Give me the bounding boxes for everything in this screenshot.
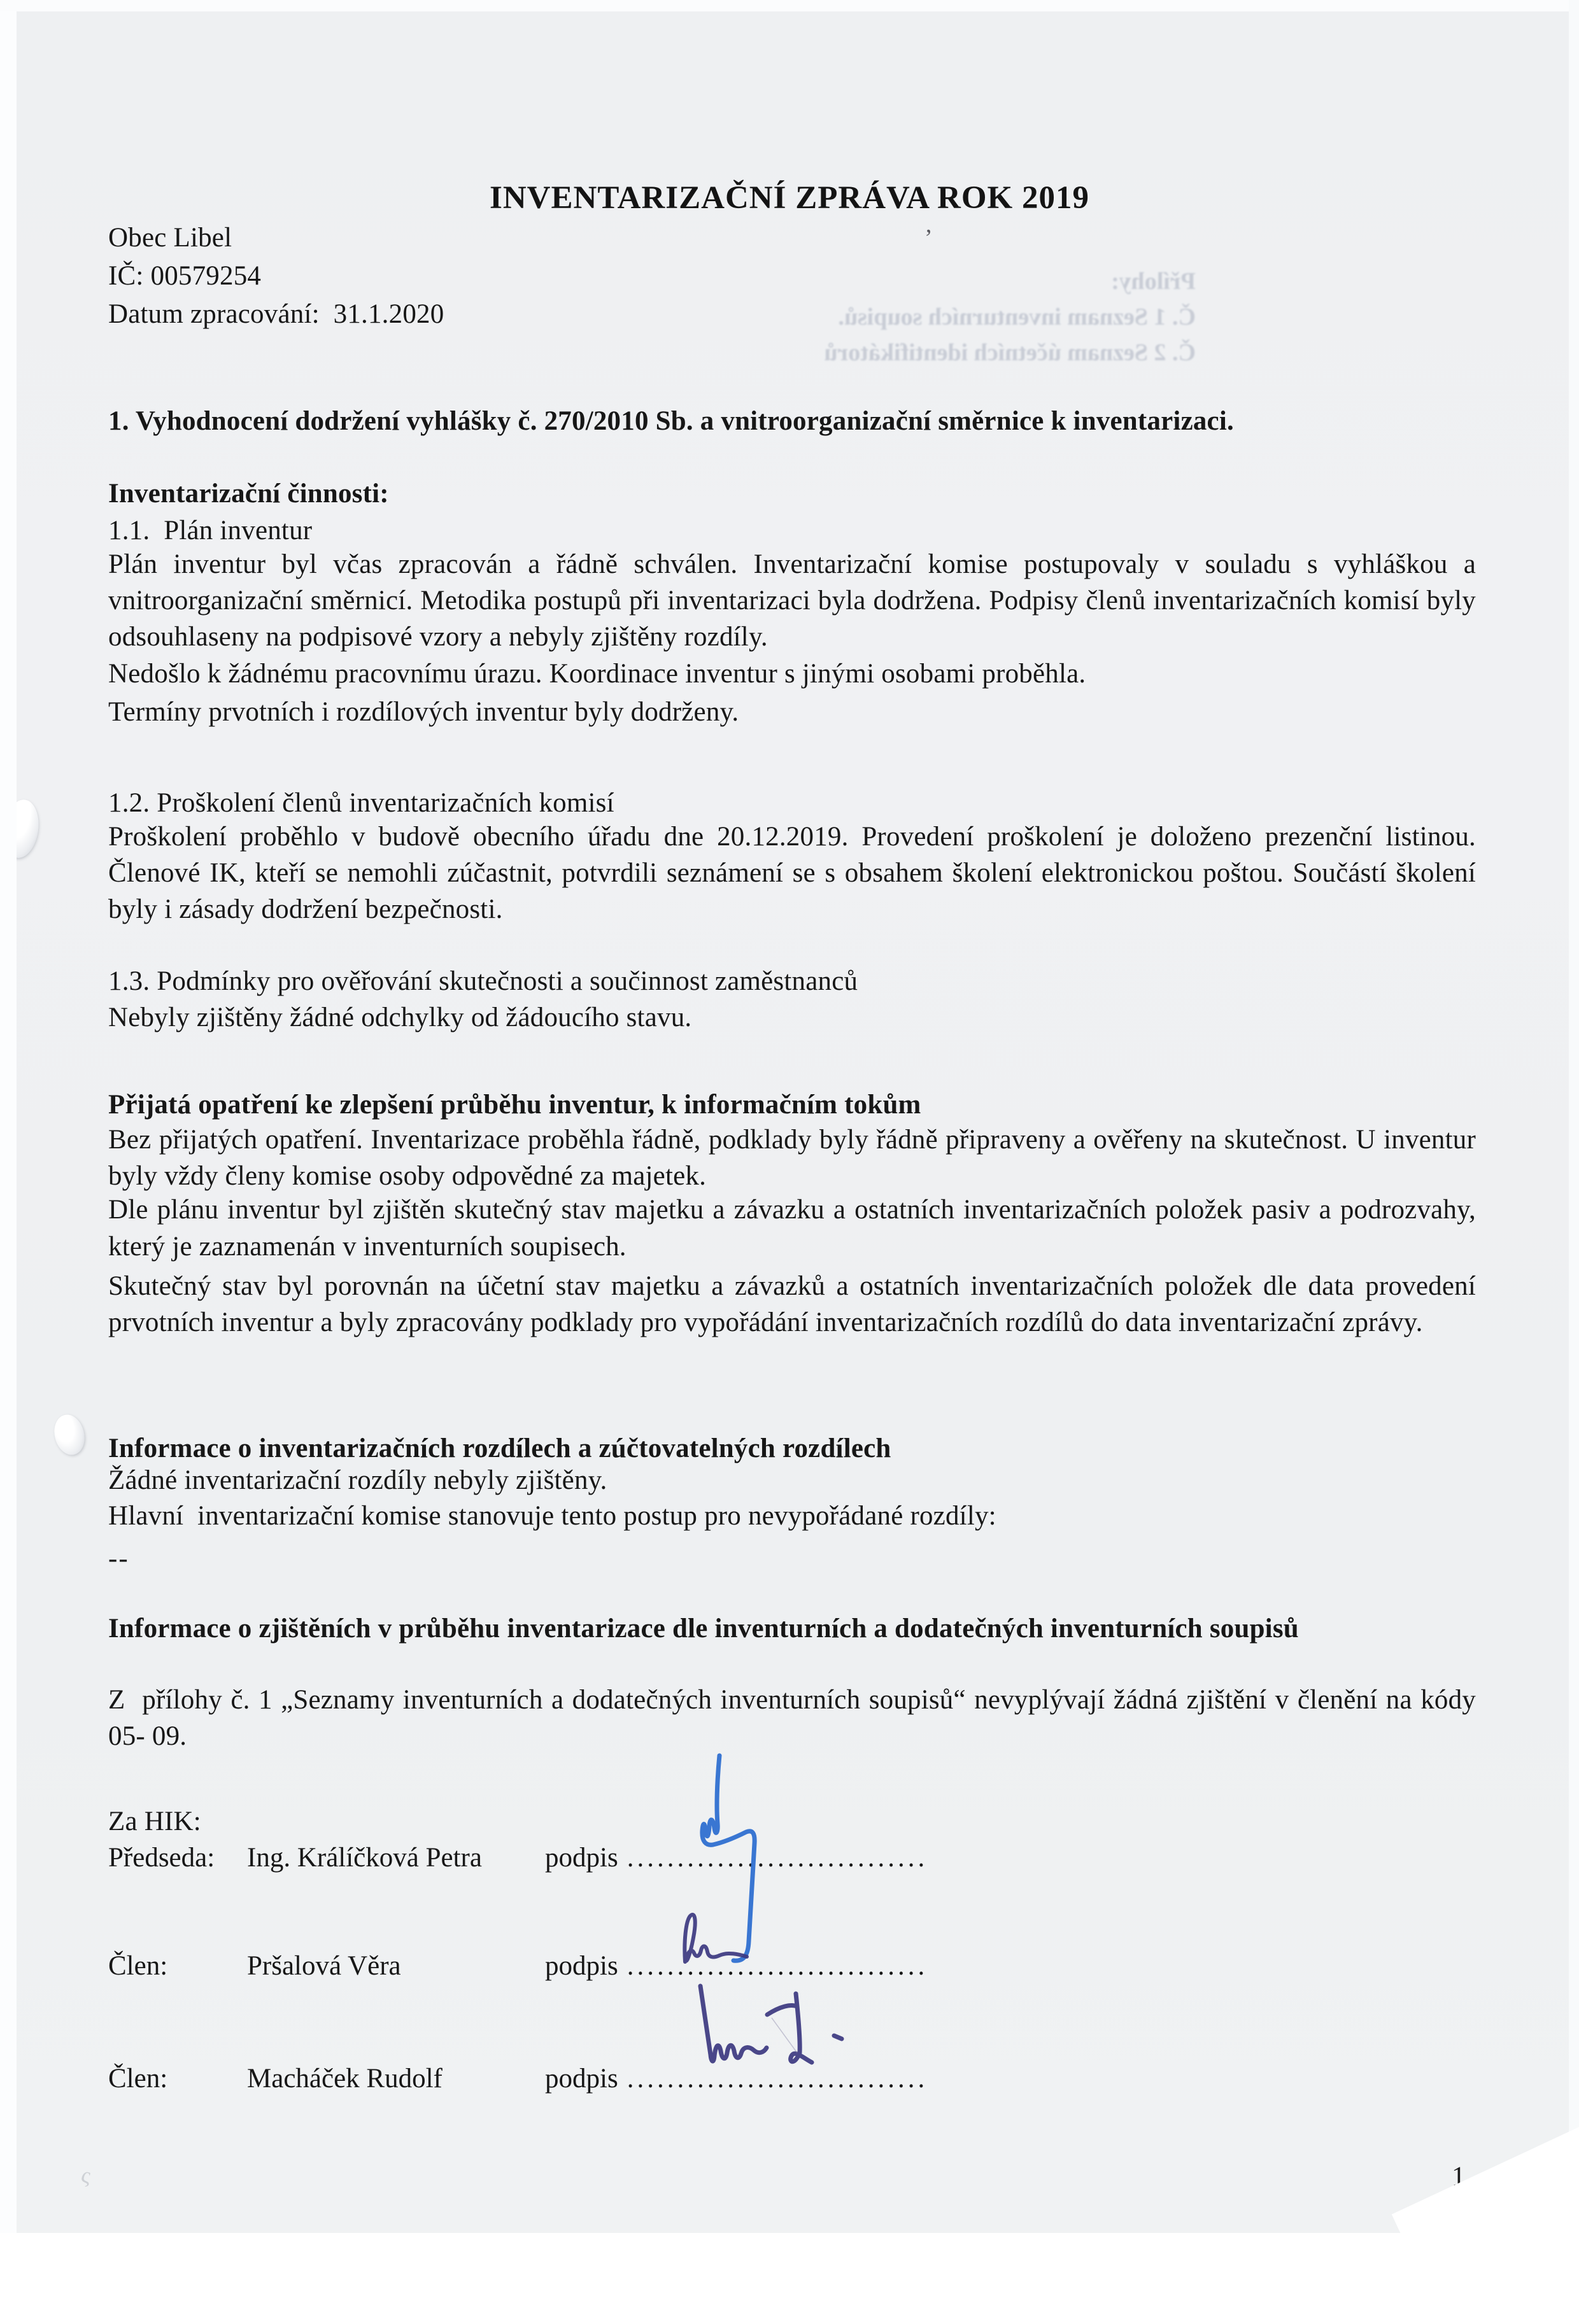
podpis-label: podpis [545, 2064, 618, 2094]
page-number: 1 [1452, 2162, 1466, 2192]
org-id: IČ: 00579254 [108, 261, 262, 291]
signature-name: Ing. Králíčková Petra [247, 1843, 482, 1873]
differences-empty-procedure: -- [108, 1544, 129, 1574]
processing-date: Datum zpracování: 31.1.2020 [108, 299, 444, 329]
signature-pen-skip-line [772, 2018, 797, 2053]
signature-role: Člen: [108, 1951, 168, 1981]
signature-name: Pršalová Věra [247, 1951, 401, 1981]
conditions-paragraph: Nebyly zjištěny žádné odchylky od žádoucího stavu. [108, 1003, 692, 1032]
document-header [108, 219, 1476, 334]
measures-paragraph-1: Bez přijatých opatření. Inventarizace proběhla řádně, podklady byly řádně připraveny a ověřeny na skutečnost. U inventur byly vždy členy komise osoby odpovědné za majetek. [108, 1125, 1476, 1191]
document-title: INVENTARIZAČNÍ ZPRÁVA ROK 2019 [490, 180, 1089, 216]
plan-paragraph: Plán inventur byl včas zpracován a řádně schválen. Inventarizační komise postupovaly v souladu s vyhláškou a vnitroorganizační směrnicí. Metodika postupů při inventarizaci byla dodržena. Podpisy členů inventarizačních komisí byly odsouhlaseny na podpisové vzory a nebyly zjištěny rozdíly. [108, 549, 1476, 652]
plan-line-deadlines: Termíny prvotních i rozdílových inventur byly dodrženy. [108, 697, 739, 727]
signature-role: Člen: [108, 2064, 168, 2094]
bleedthrough-line: Č. 2 Seznam účetních identifikátorů [824, 339, 1196, 366]
scan-blob-artifact [50, 1411, 89, 1458]
scan-edge [1569, 0, 1579, 2233]
bleedthrough-line: Č. 1 Seznam inventurních soupisů. [838, 304, 1196, 330]
section-heading-compliance: 1. Vyhodnocení dodržení vyhlášky č. 270/2010 Sb. a vnitroorganizační směrnice k inventarizaci. [108, 406, 1234, 436]
scan-corner-wedge [1392, 2123, 1579, 2324]
signature-name: Macháček Rudolf [247, 2064, 443, 2094]
handwritten-signatures-svg [624, 1719, 1019, 2113]
section-heading-differences: Informace o inventarizačních rozdílech a zúčtovatelných rozdílech [108, 1433, 891, 1463]
activities-heading: Inventarizační činnosti: [108, 479, 389, 509]
signature-role: Předseda: [108, 1843, 215, 1873]
training-paragraph: Proškolení proběhlo v budově obecního úřadu dne 20.12.2019. Provedení proškolení je doloženo prezenční listinou. Členové IK, kteří se nemohli zúčastnit, potvrdili seznámení se s obsahem školení elektronickou poštou. Součástí školení byly i zásady dodržení bezpečnosti. [108, 822, 1476, 924]
section-heading-findings: Informace o zjištěních v průběhu inventarizace dle inventurních a dodatečných inventurních soupisů [108, 1614, 1299, 1644]
section-heading-measures: Přijatá opatření ke zlepšení průběhu inventur, k informačním tokům [108, 1090, 921, 1120]
differences-line-1: Žádné inventarizační rozdíly nebyly zjištěny. [108, 1465, 607, 1495]
faint-smudge-artifact: ς [79, 2162, 93, 2188]
signature-dotted-line: .............................. [627, 2064, 928, 2094]
podpis-label: podpis [545, 1951, 618, 1981]
findings-paragraph: Z přílohy č. 1 „Seznamy inventurních a dodatečných inventurních soupisů“ nevyplývají žádná zjištění v členění na kódy 05- 09. [108, 1685, 1476, 1751]
signature-intro: Za HIK: [108, 1806, 201, 1836]
signature-dotted-line: .............................. [627, 1951, 928, 1981]
scan-edge [0, 0, 17, 2233]
training-subheading: 1.2. Proškolení členů inventarizačních komisí [108, 788, 614, 818]
scan-edge [0, 0, 1579, 11]
podpis-label: podpis [545, 1843, 618, 1873]
differences-line-2: Hlavní inventarizační komise stanovuje tento postup pro nevypořádané rozdíly: [108, 1501, 996, 1531]
ink-speck-artifact: ’ [924, 225, 933, 251]
measures-paragraph-3: Skutečný stav byl porovnán na účetní stav majetku a závazků a ostatních inventarizačních položek dle data provedení prvotních inventur a byly zpracovány podklady pro vypořádání inventarizačních rozdílů do data inventarizační zprávy. [108, 1271, 1476, 1337]
measures-paragraph-2: Dle plánu inventur byl zjištěn skutečný stav majetku a závazku a ostatních inventarizačních položek pasiv a podrozvahy, který je zaznamenán v inventurních soupisech. [108, 1195, 1476, 1262]
signature-ink-member-1 [684, 1915, 747, 1962]
conditions-subheading: 1.3. Podmínky pro ověřování skutečnosti a součinnost zaměstnanců [108, 966, 858, 996]
bleedthrough-line: Přílohy: [1111, 268, 1196, 295]
plan-subheading: 1.1. Plán inventur [108, 516, 313, 546]
signature-ink-member-2 [700, 1986, 767, 2061]
org-name: Obec Libel [108, 223, 232, 253]
signature-ink-member-2 [767, 1994, 842, 2062]
plan-line-accidents: Nedošlo k žádnému pracovnímu úrazu. Koordinace inventur s jinými osobami proběhla. [108, 659, 1086, 689]
signature-ink-chairman [702, 1756, 754, 1961]
signature-dotted-line: .............................. [627, 1843, 928, 1873]
